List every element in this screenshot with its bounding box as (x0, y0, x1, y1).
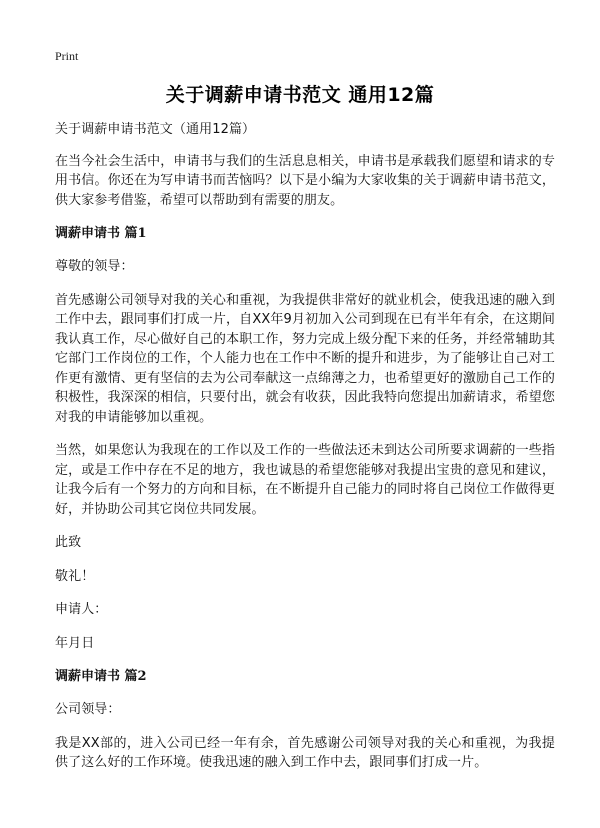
section-2-heading: 调薪申请书 篇2 (55, 669, 147, 684)
document-body (55, 120, 555, 787)
print-label: Print (55, 49, 79, 63)
section-1-applicant: 申请人： (55, 602, 108, 617)
intro-paragraph: 在当今社会生活中，申请书与我们的生活息息相关，申请书是承载我们愿望和请求的专用书信。你还在为写申请书而苦恼吗？以下是小编为大家收集的关于调薪申请书范文，供大家参考借鉴，希望可以帮助到有需要的朋友。 (55, 153, 555, 208)
section-1-date: 年月日 (55, 635, 95, 651)
page-title: 关于调薪申请书范文 通用12篇 (165, 84, 435, 106)
section-1-closing-2: 敬礼！ (55, 568, 95, 584)
section-2-paragraph-1: 我是XX部的，进入公司已经一年有余，首先感谢公司领导对我的关心和重视，为我提供了这么好的工作环境。使我迅速的融入到工作中去，跟同事们打成一片。 (55, 735, 555, 770)
document-subtitle: 关于调薪申请书范文（通用12篇） (55, 122, 256, 137)
section-1-paragraph-1: 首先感谢公司领导对我的关心和重视，为我提供非常好的就业机会，使我迅速的融入到工作中去，跟同事们打成一片，自XX年9月初加入公司到现在已有半年有余，在这期间我认真工作，尽心做好自己的本职工作，努力完成上级分配下来的任务，并经常辅助其它部门工作岗位的工作，个人能力也在工作中不断的提升和进步，为了能够让自己对工作更有激情、更有坚信的去为公司奉献这一点绵薄之力，也希望更好的激励自己工作的积极性，我深深的相信，只要付出，就会有收获，因此我特向您提出加薪请求，希望您对我的申请能够加以重视。 (55, 292, 555, 425)
section-1-heading: 调薪申请书 篇1 (55, 226, 147, 241)
section-2-salutation: 公司领导： (55, 702, 121, 717)
section-1-closing-1: 此致 (55, 535, 82, 550)
section-1-salutation: 尊敬的领导： (55, 259, 134, 274)
section-1-paragraph-2: 当然，如果您认为我现在的工作以及工作的一些做法还未到达公司所要求调薪的一些指定，或是工作中存在不足的地方，我也诚恳的希望您能够对我提出宝贵的意见和建议，让我今后有一个努力的方向和目标，在不断提升自己能力的同时将自己岗位工作做得更好，并协助公司其它岗位共同发展。 (55, 443, 555, 517)
